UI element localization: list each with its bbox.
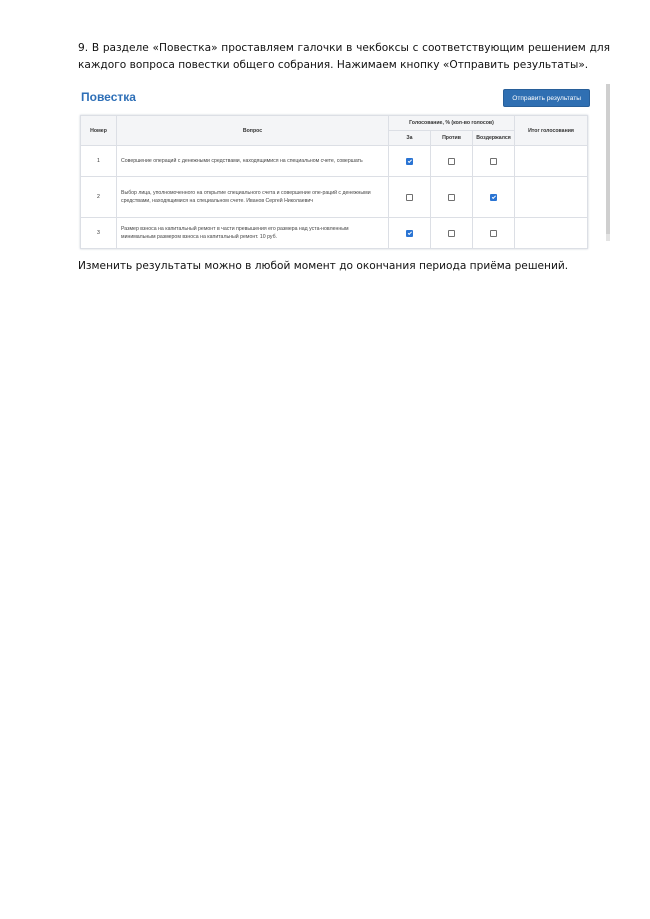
vote-for-checkbox[interactable] — [406, 158, 413, 165]
vote-abstain-checkbox[interactable] — [490, 230, 497, 237]
table-row — [81, 177, 588, 218]
header-abstain: Воздержался — [473, 131, 515, 146]
row-result — [515, 177, 588, 218]
vote-against-checkbox[interactable] — [448, 194, 455, 201]
submit-results-button[interactable]: Отправить результаты — [503, 89, 590, 107]
table-row — [81, 218, 588, 249]
header-number: Номер — [81, 116, 117, 146]
note-paragraph: Изменить результаты можно в любой момент до окончания периода приёма решений. — [78, 260, 569, 272]
header-against: Против — [431, 131, 473, 146]
row-question: Совершение операций с денежными средствами, находящимися на специальном счете, совершать — [117, 146, 389, 177]
vote-for-checkbox[interactable] — [406, 230, 413, 237]
scrollbar-thumb[interactable] — [606, 84, 610, 234]
row-number: 3 — [81, 218, 117, 249]
row-number: 1 — [81, 146, 117, 177]
table-row — [81, 146, 588, 177]
instruction-paragraph: 9. В разделе «Повестка» проставляем галочки в чекбоксы с соответствующим решением для каждого вопроса повестки общего собрания. Нажимаем кнопку «Отправить результаты». — [78, 42, 610, 71]
vote-against-checkbox[interactable] — [448, 158, 455, 165]
vote-abstain-checkbox[interactable] — [490, 158, 497, 165]
scrollbar[interactable] — [606, 84, 610, 241]
row-result — [515, 218, 588, 249]
agenda-title: Повестка — [81, 90, 136, 104]
row-result — [515, 146, 588, 177]
header-voting: Голосование, % (кол-во голосов) — [389, 116, 515, 131]
header-question: Вопрос — [117, 116, 389, 146]
agenda-table — [80, 115, 588, 249]
vote-against-checkbox[interactable] — [448, 230, 455, 237]
row-question: Размер взноса на капитальный ремонт в части превышения его размера над уста-новленным минимальным размером взноса на капитальный ремонт. 10 руб. — [117, 218, 389, 249]
agenda-screenshot — [78, 84, 610, 244]
row-question: Выбор лица, уполномоченного на открытие специального счета и совершение опе-раций с денежными средствами, находящимися на специальном счете. Иванов Сергей Николаевич — [117, 177, 389, 218]
vote-abstain-checkbox[interactable] — [490, 194, 497, 201]
header-for: За — [389, 131, 431, 146]
row-number: 2 — [81, 177, 117, 218]
header-result: Итог голосования — [515, 116, 588, 146]
vote-for-checkbox[interactable] — [406, 194, 413, 201]
